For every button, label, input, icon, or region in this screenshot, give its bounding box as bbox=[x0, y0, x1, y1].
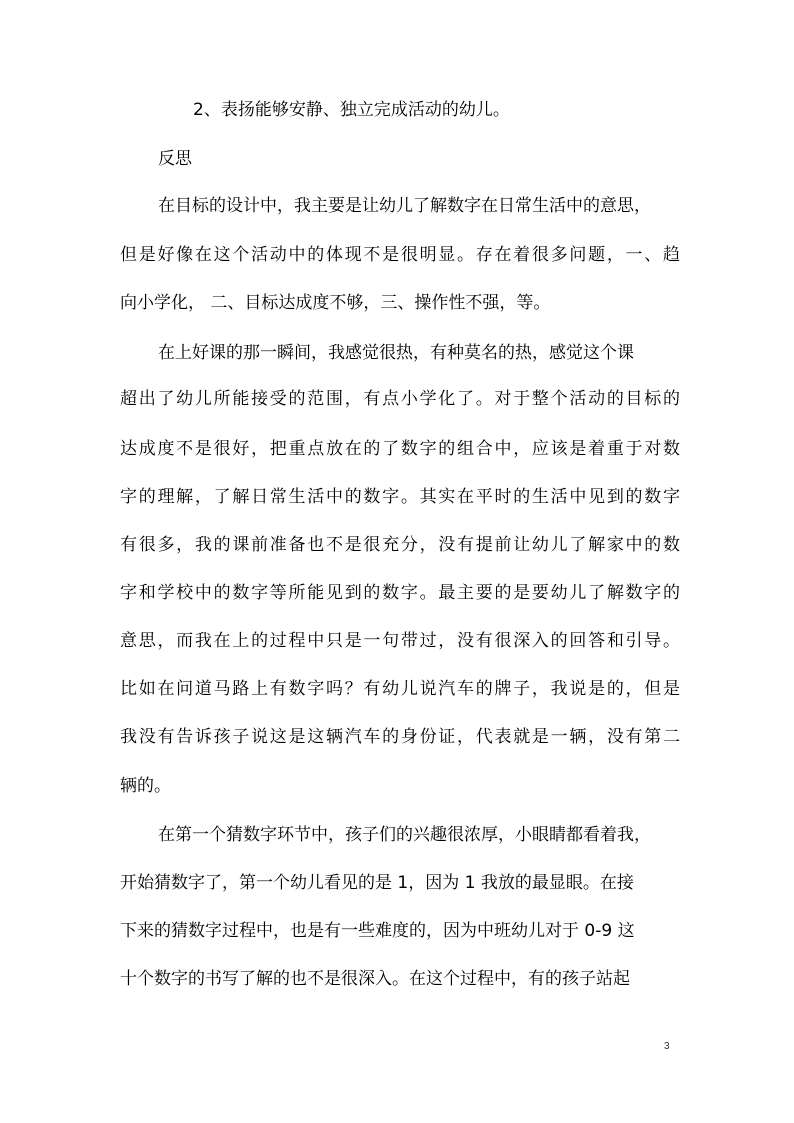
text-line: 在上好课的那一瞬间，我感觉很热，有种莫名的热，感觉这个课 bbox=[158, 343, 634, 363]
text-line: 十个数字的书写了解的也不是很深入。在这个过程中，有的孩子站起 bbox=[120, 969, 630, 989]
text-line: 在目标的设计中，我主要是让幼儿了解数字在日常生活中的意思， bbox=[158, 196, 651, 216]
text-line: 向小学化， 二、目标达成度不够，三、操作性不强，等。 bbox=[120, 293, 551, 313]
page-number: 3 bbox=[664, 1041, 670, 1052]
text-line: 但是好像在这个活动中的体现不是很明显。存在着很多问题，一、趋 bbox=[120, 245, 680, 265]
text-line: 字的理解，了解日常生活中的数字。其实在平时的生活中见到的数字 bbox=[120, 487, 680, 507]
text-line: 意思，而我在上的过程中只是一句带过，没有很深入的回答和引导。 bbox=[120, 631, 680, 651]
text-line: 有很多，我的课前准备也不是很充分，没有提前让幼儿了解家中的数 bbox=[120, 535, 680, 555]
text-line: 在第一个猜数字环节中，孩子们的兴趣很浓厚，小眼睛都看着我， bbox=[158, 825, 651, 845]
text-line: 字和学校中的数字等所能见到的数字。最主要的是要幼儿了解数字的 bbox=[120, 583, 680, 603]
text-line: 达成度不是很好，把重点放在的了数字的组合中，应该是着重于对数 bbox=[120, 439, 680, 459]
text-line: 比如在问道马路上有数字吗？有幼儿说汽车的牌子，我说是的，但是 bbox=[120, 679, 680, 699]
text-line: 超出了幼儿所能接受的范围，有点小学化了。对于整个活动的目标的 bbox=[120, 389, 680, 409]
text-line: 开始猜数字了，第一个幼儿看见的是 1，因为 1 我放的最显眼。在接 bbox=[120, 873, 634, 893]
text-line: 我没有告诉孩子说这是这辆汽车的身份证，代表就是一辆，没有第二 bbox=[120, 727, 680, 747]
section-heading: 反思 bbox=[158, 149, 192, 169]
text-line: 辆的。 bbox=[120, 776, 171, 796]
text-line: 下来的猜数字过程中，也是有一些难度的，因为中班幼儿对于 0-9 这 bbox=[120, 921, 635, 941]
text-line: 2、表扬能够安静、独立完成活动的幼儿。 bbox=[193, 100, 510, 120]
